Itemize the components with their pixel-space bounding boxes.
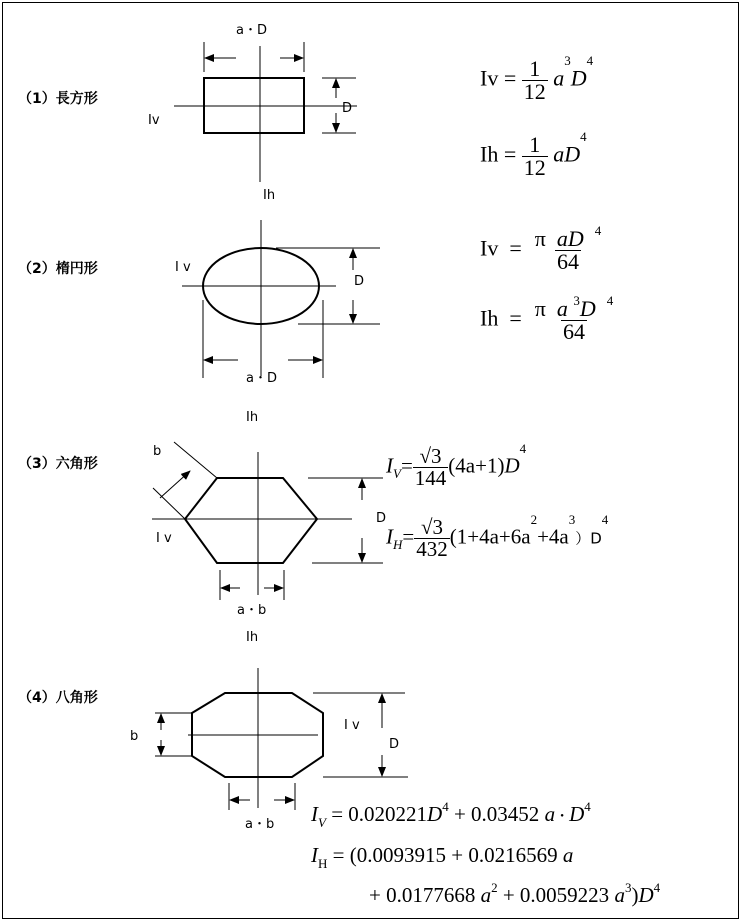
formula-term: +4a [537, 524, 569, 549]
formula-exp: 4 [442, 799, 449, 814]
section-2-title: （2）楕円形 [18, 261, 98, 277]
octagon-height-label: D [389, 737, 400, 752]
formula-pi: π [534, 226, 546, 251]
formula-exp: 3 [564, 53, 571, 68]
formula-eq: = [503, 65, 517, 91]
section-4-title: （4）八角形 [18, 690, 98, 706]
formula-numerator: 1 [529, 56, 541, 81]
formula-exp: 4 [586, 53, 594, 68]
formula-exp: 3 [573, 293, 580, 308]
formula-var: D [638, 883, 654, 907]
formula-lhs: Ih [480, 305, 499, 331]
formula-var: a [556, 296, 568, 321]
formula-lhs: I [386, 524, 393, 549]
formula-term: + 0.0177668 [369, 883, 481, 907]
formula-pi: π [534, 296, 546, 321]
rect-width-label: a・D [236, 23, 267, 38]
formula-var: a [614, 883, 625, 907]
hexagon-side-label: b [153, 444, 162, 459]
formula-paren: ）D [575, 529, 602, 548]
octagon-ih-formula-line1 [311, 843, 574, 871]
hexagon-iv-formula [386, 441, 527, 490]
formula-lhs: I [311, 802, 318, 826]
formula-exp: 4 [601, 512, 609, 527]
formula-var: D [504, 453, 520, 478]
octagon-figure [155, 668, 408, 810]
formula-paren: (4a+1) [448, 453, 505, 478]
formula-paren: ) [631, 883, 639, 907]
octagon-ih-formula-line2 [369, 880, 661, 907]
formula-eq: = [402, 524, 415, 549]
rect-height-label: D [342, 101, 353, 116]
hexagon-height-label: D [376, 511, 387, 526]
hexagon-figure [152, 442, 383, 600]
formula-exp: 4 [653, 880, 661, 895]
formula-numerator: √3 [420, 515, 443, 539]
formula-var: aD [553, 141, 581, 167]
section-3-title: （3）六角形 [18, 456, 98, 472]
formula-numerator: 1 [529, 132, 541, 157]
ellipse-width-label: a・D [246, 371, 277, 386]
formula-dot: ・ [555, 810, 570, 825]
formula-exp: 4 [519, 441, 527, 456]
formula-denominator: 144 [414, 466, 447, 490]
formula-var: a [544, 802, 556, 826]
formula-eq: = [509, 235, 522, 261]
formula-denominator: 64 [557, 249, 579, 274]
formula-var: a [480, 883, 492, 907]
ellipse-ih-formula [480, 293, 615, 344]
formula-lhs: I [311, 843, 318, 867]
octagon-width-label: a・b [245, 817, 275, 832]
formula-term: = 0.020221 [325, 802, 428, 826]
section-1-title: （1）長方形 [18, 91, 98, 107]
ellipse-iv-label: I v [175, 260, 191, 275]
formula-term: + 0.0059223 [497, 883, 615, 907]
formula-exp: 4 [606, 293, 614, 308]
formula-subscript: H [393, 537, 403, 553]
formula-numerator: √3 [419, 444, 442, 468]
formula-lhs: Iv [480, 65, 499, 91]
formula-var: D [569, 802, 585, 826]
formula-eq: = [509, 305, 522, 331]
formula-eq: = [400, 453, 413, 478]
rect-ih-formula [480, 129, 587, 180]
formula-lhs: Ih [480, 141, 499, 167]
formula-eq: = [503, 141, 517, 167]
octagon-iv-formula [311, 799, 591, 830]
formula-paren: (1+4a+6a [449, 524, 531, 549]
formula-denominator: 12 [523, 79, 546, 104]
rect-iv-formula [480, 53, 594, 104]
formula-exp: 4 [580, 129, 587, 144]
octagon-iv-label: I v [344, 718, 360, 733]
formula-exp: 2 [491, 880, 498, 895]
hexagon-ih-label: Ih [246, 630, 259, 645]
formula-var: D [570, 65, 587, 91]
hexagon-ih-formula [386, 512, 609, 561]
formula-var: D [427, 802, 443, 826]
formula-exp: 4 [594, 223, 602, 238]
formula-lhs: I [386, 453, 393, 478]
formula-exp: 2 [530, 512, 538, 527]
ellipse-figure [182, 220, 380, 378]
formula-term: + 0.03452 [448, 802, 545, 826]
formula-exp: 3 [624, 880, 632, 895]
octagon-b-label: b [130, 729, 139, 744]
formula-denominator: 12 [523, 155, 546, 180]
hexagon-iv-label: I v [156, 531, 172, 546]
rect-iv-label: Iv [148, 113, 160, 128]
rect-ih-label: Ih [263, 188, 276, 203]
hexagon-side-arrow [160, 471, 190, 498]
hexagon-width-label: a・b [237, 603, 267, 618]
ellipse-height-label: D [354, 274, 365, 289]
formula-subscript: H [318, 856, 328, 871]
formula-term: = (0.0093915 + 0.0216569 [327, 843, 563, 867]
formula-subscript: V [318, 815, 326, 830]
formula-var: D [579, 296, 596, 321]
ellipse-iv-formula [480, 223, 603, 274]
formula-exp: 3 [568, 512, 576, 527]
formula-denominator: 432 [416, 537, 448, 561]
formula-subscript: V [393, 466, 401, 482]
formula-var: aD [556, 226, 584, 251]
rectangle-figure [174, 42, 357, 182]
formula-denominator: 64 [563, 319, 585, 344]
ellipse-ih-label: Ih [246, 410, 259, 425]
formula-var: a [553, 65, 565, 91]
formula-lhs: Iv [480, 235, 499, 261]
formula-var: a [562, 843, 574, 867]
formula-exp: 4 [584, 799, 591, 814]
hexagon-shape [185, 478, 317, 563]
